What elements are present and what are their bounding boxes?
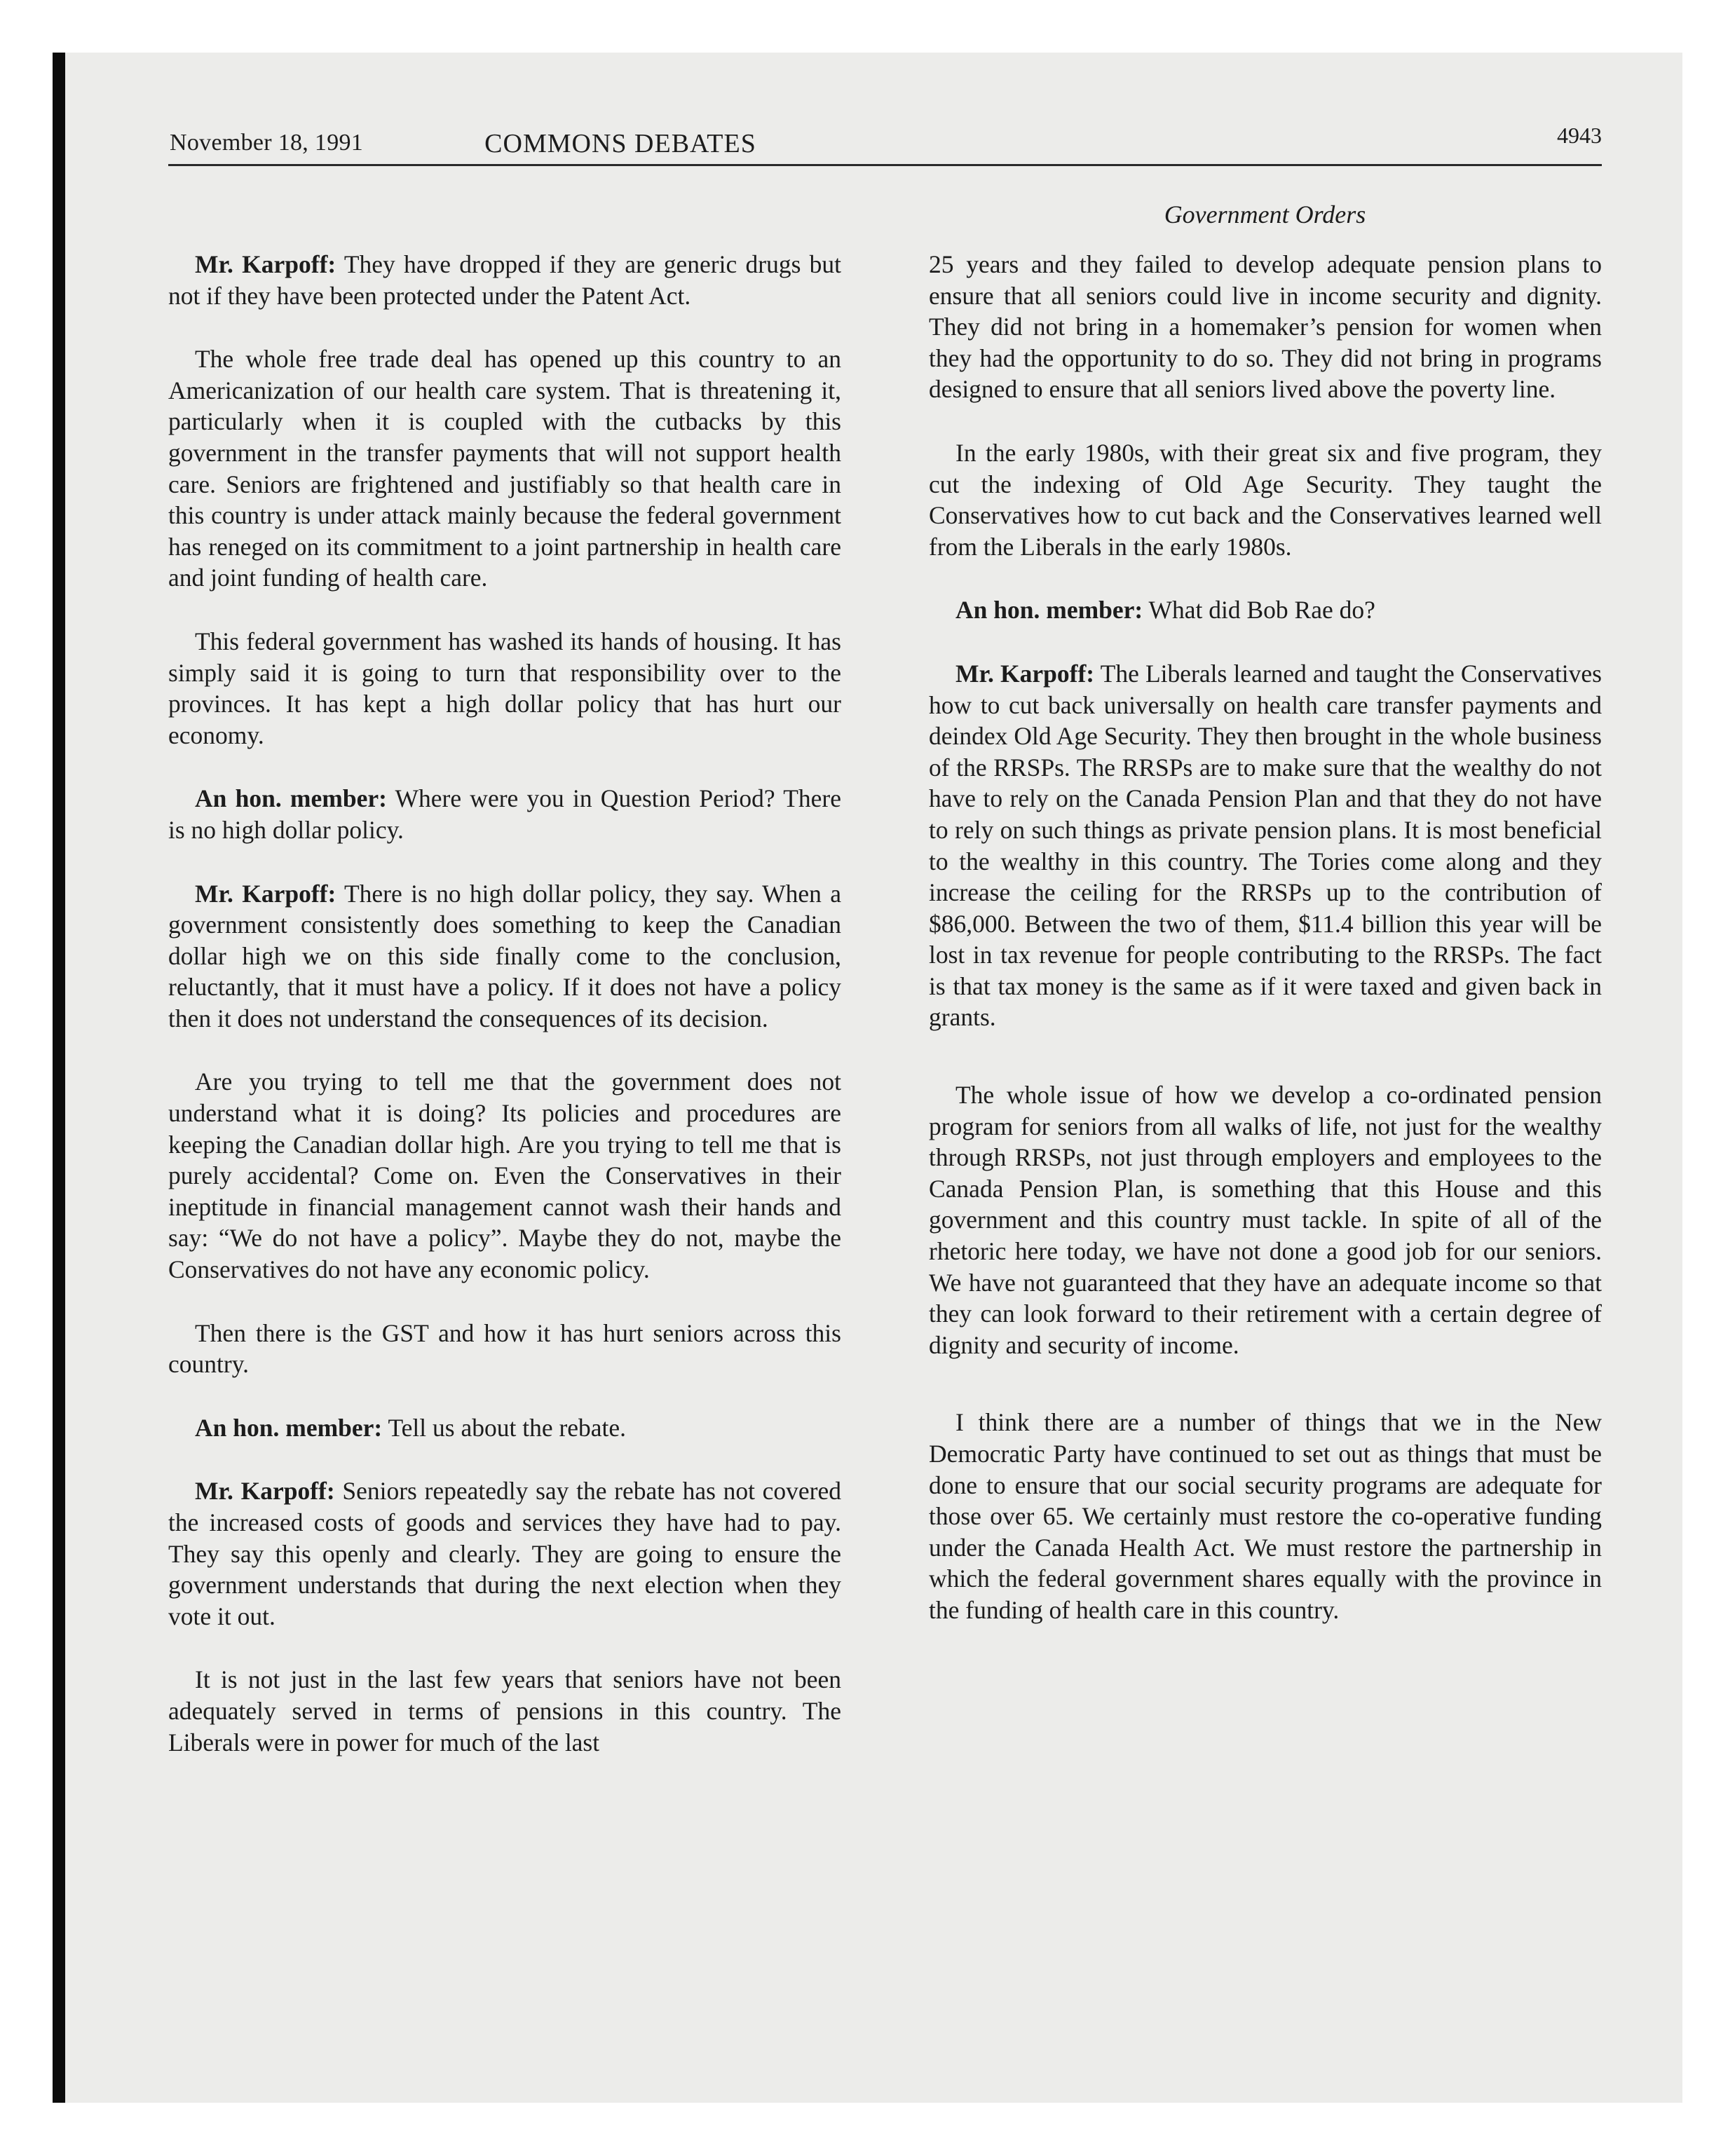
paragraph-text: Where were you in Question Period? There is no high dollar policy. [168, 784, 841, 844]
paragraph [168, 1664, 841, 1758]
paragraph [168, 1412, 841, 1444]
paragraph-text: 25 years and they failed to develop adequate pension plans to ensure that all seniors could live in income security and dignity. They did not bring in a homemaker’s pension for women when they had the opportunity to do so. They did not bring in programs designed to ensure that all seniors lived above the poverty line. [929, 250, 1602, 404]
left-column [168, 249, 841, 1758]
paragraph-text: Are you trying to tell me that the government does not understand what it is doing? Its policies and procedures are keeping the Canadian dollar high. Are you trying to tell me that is purely accidental? Come on. Even the Conservatives in their ineptitude in financial management cannot wash their hands and say: “We do not have a policy”. Maybe they do not, maybe the Conservatives do not have any economic policy. [168, 1067, 841, 1284]
paragraph [168, 343, 841, 594]
scan-edge [53, 53, 65, 2103]
header-date: November 18, 1991 [170, 130, 364, 156]
paragraph [929, 1079, 1602, 1360]
paragraph-text: Tell us about the rebate. [388, 1413, 627, 1442]
header-rule [168, 164, 1602, 166]
paragraph [168, 249, 841, 311]
paragraph-text: In the early 1980s, with their great six and five program, they cut the indexing of Old Age Security. They taught the Conservatives how to cut back and the Conservatives learned well from the Liberals in the early 1980s. [929, 438, 1602, 561]
paragraph-text: Seniors repeatedly say the rebate has not covered the increased costs of goods and services they have had to pay. They say this openly and clearly. They are going to ensure the government understands that during the next election when they vote it out. [168, 1477, 841, 1630]
paragraph [168, 626, 841, 751]
paragraph [929, 1407, 1602, 1625]
paragraph-text: There is no high dollar policy, they say. When a government consistently does something to keep the Canadian dollar high we on this side finally come to the conclusion, reluctantly, that it must have a policy. If it does not have a policy then it does not understand the consequences of its decision. [168, 879, 841, 1032]
paragraph-text: It is not just in the last few years that seniors have not been adequately served in terms of pensions in this country. The Liberals were in power for much of the last [168, 1665, 841, 1756]
paragraph-text: The whole issue of how we develop a co-ordinated pension program for seniors from all walks of life, not just for the wealthy through RRSPs, not just through employers and employees to the Canada Pension Plan, is something that this House and this government and this country must tackle. In spite of all of the rhetoric here today, we have not done a good job for our seniors. We have not guaranteed that they have an adequate income so that they can look forward to their retirement with a certain degree of dignity and security of income. [929, 1081, 1602, 1359]
paragraph [929, 594, 1602, 626]
paragraph-text: The Liberals learned and taught the Conservatives how to cut back universally on health care transfer payments and deindex Old Age Security. They then brought in the whole business of the RRSPs. The RRSPs are to make sure that the wealthy do not have to rely on the Canada Pension Plan and that they do not have to rely on such things as private pension plans. It is most beneficial to the wealthy in this country. The Tories come along and they increase the ceiling for the RRSPs up to the contribution of $86,000. Between the two of them, $11.4 billion this year will be lost in tax revenue for people contributing to the RRSPs. The fact is that tax money is the same as if it were taxed and given back in grants. [929, 659, 1602, 1032]
paragraph [168, 1318, 841, 1380]
paragraph [929, 658, 1602, 1033]
speaker-name: An hon. member: [195, 784, 387, 813]
paragraph [929, 437, 1602, 562]
page-header [168, 123, 1602, 158]
section-title: Government Orders [1164, 200, 1366, 228]
scanned-page [53, 53, 1682, 2103]
right-column [929, 249, 1602, 1626]
speaker-name: Mr. Karpoff: [195, 250, 336, 278]
paragraph-text: They have dropped if they are generic drugs but not if they have been protected under the Patent Act. [168, 250, 841, 310]
paragraph [168, 783, 841, 845]
paragraph-text: I think there are a number of things that we in the New Democratic Party have continued to set out as things that must be done to ensure that our social security programs are adequate for those over 65. We certainly must restore the co-operative funding under the Canada Health Act. We must restore the partnership in which the federal government shares equally with the province in the funding of health care in this country. [929, 1408, 1602, 1624]
page-number: 4943 [1557, 123, 1602, 148]
paragraph-text: Then there is the GST and how it has hurt seniors across this country. [168, 1318, 841, 1379]
paragraph [168, 1066, 841, 1285]
speaker-name: Mr. Karpoff: [955, 659, 1095, 688]
paragraph-text: The whole free trade deal has opened up this country to an Americanization of our health care system. That is threatening it, particularly when it is coupled with the cutbacks by this government in the transfer payments that will not support health care. Seniors are frightened and justifiably so that health care in this country is under attack mainly because the federal government has reneged on its commitment to a joint partnership in health care and joint funding of health care. [168, 345, 841, 592]
paragraph [929, 249, 1602, 405]
document-page [168, 123, 1602, 2071]
speaker-name: Mr. Karpoff: [195, 879, 336, 908]
paragraph-text: This federal government has washed its hands of housing. It has simply said it is going to turn that responsibility over to the provinces. It has kept a high dollar policy that has hurt our economy. [168, 627, 841, 749]
paragraph [168, 1475, 841, 1632]
header-title: COMMONS DEBATES [484, 129, 756, 158]
speaker-name: An hon. member: [195, 1413, 383, 1442]
paragraph [168, 878, 841, 1035]
paragraph-text: What did Bob Rae do? [1148, 596, 1375, 625]
speaker-name: Mr. Karpoff: [195, 1477, 335, 1506]
speaker-name: An hon. member: [955, 596, 1143, 625]
